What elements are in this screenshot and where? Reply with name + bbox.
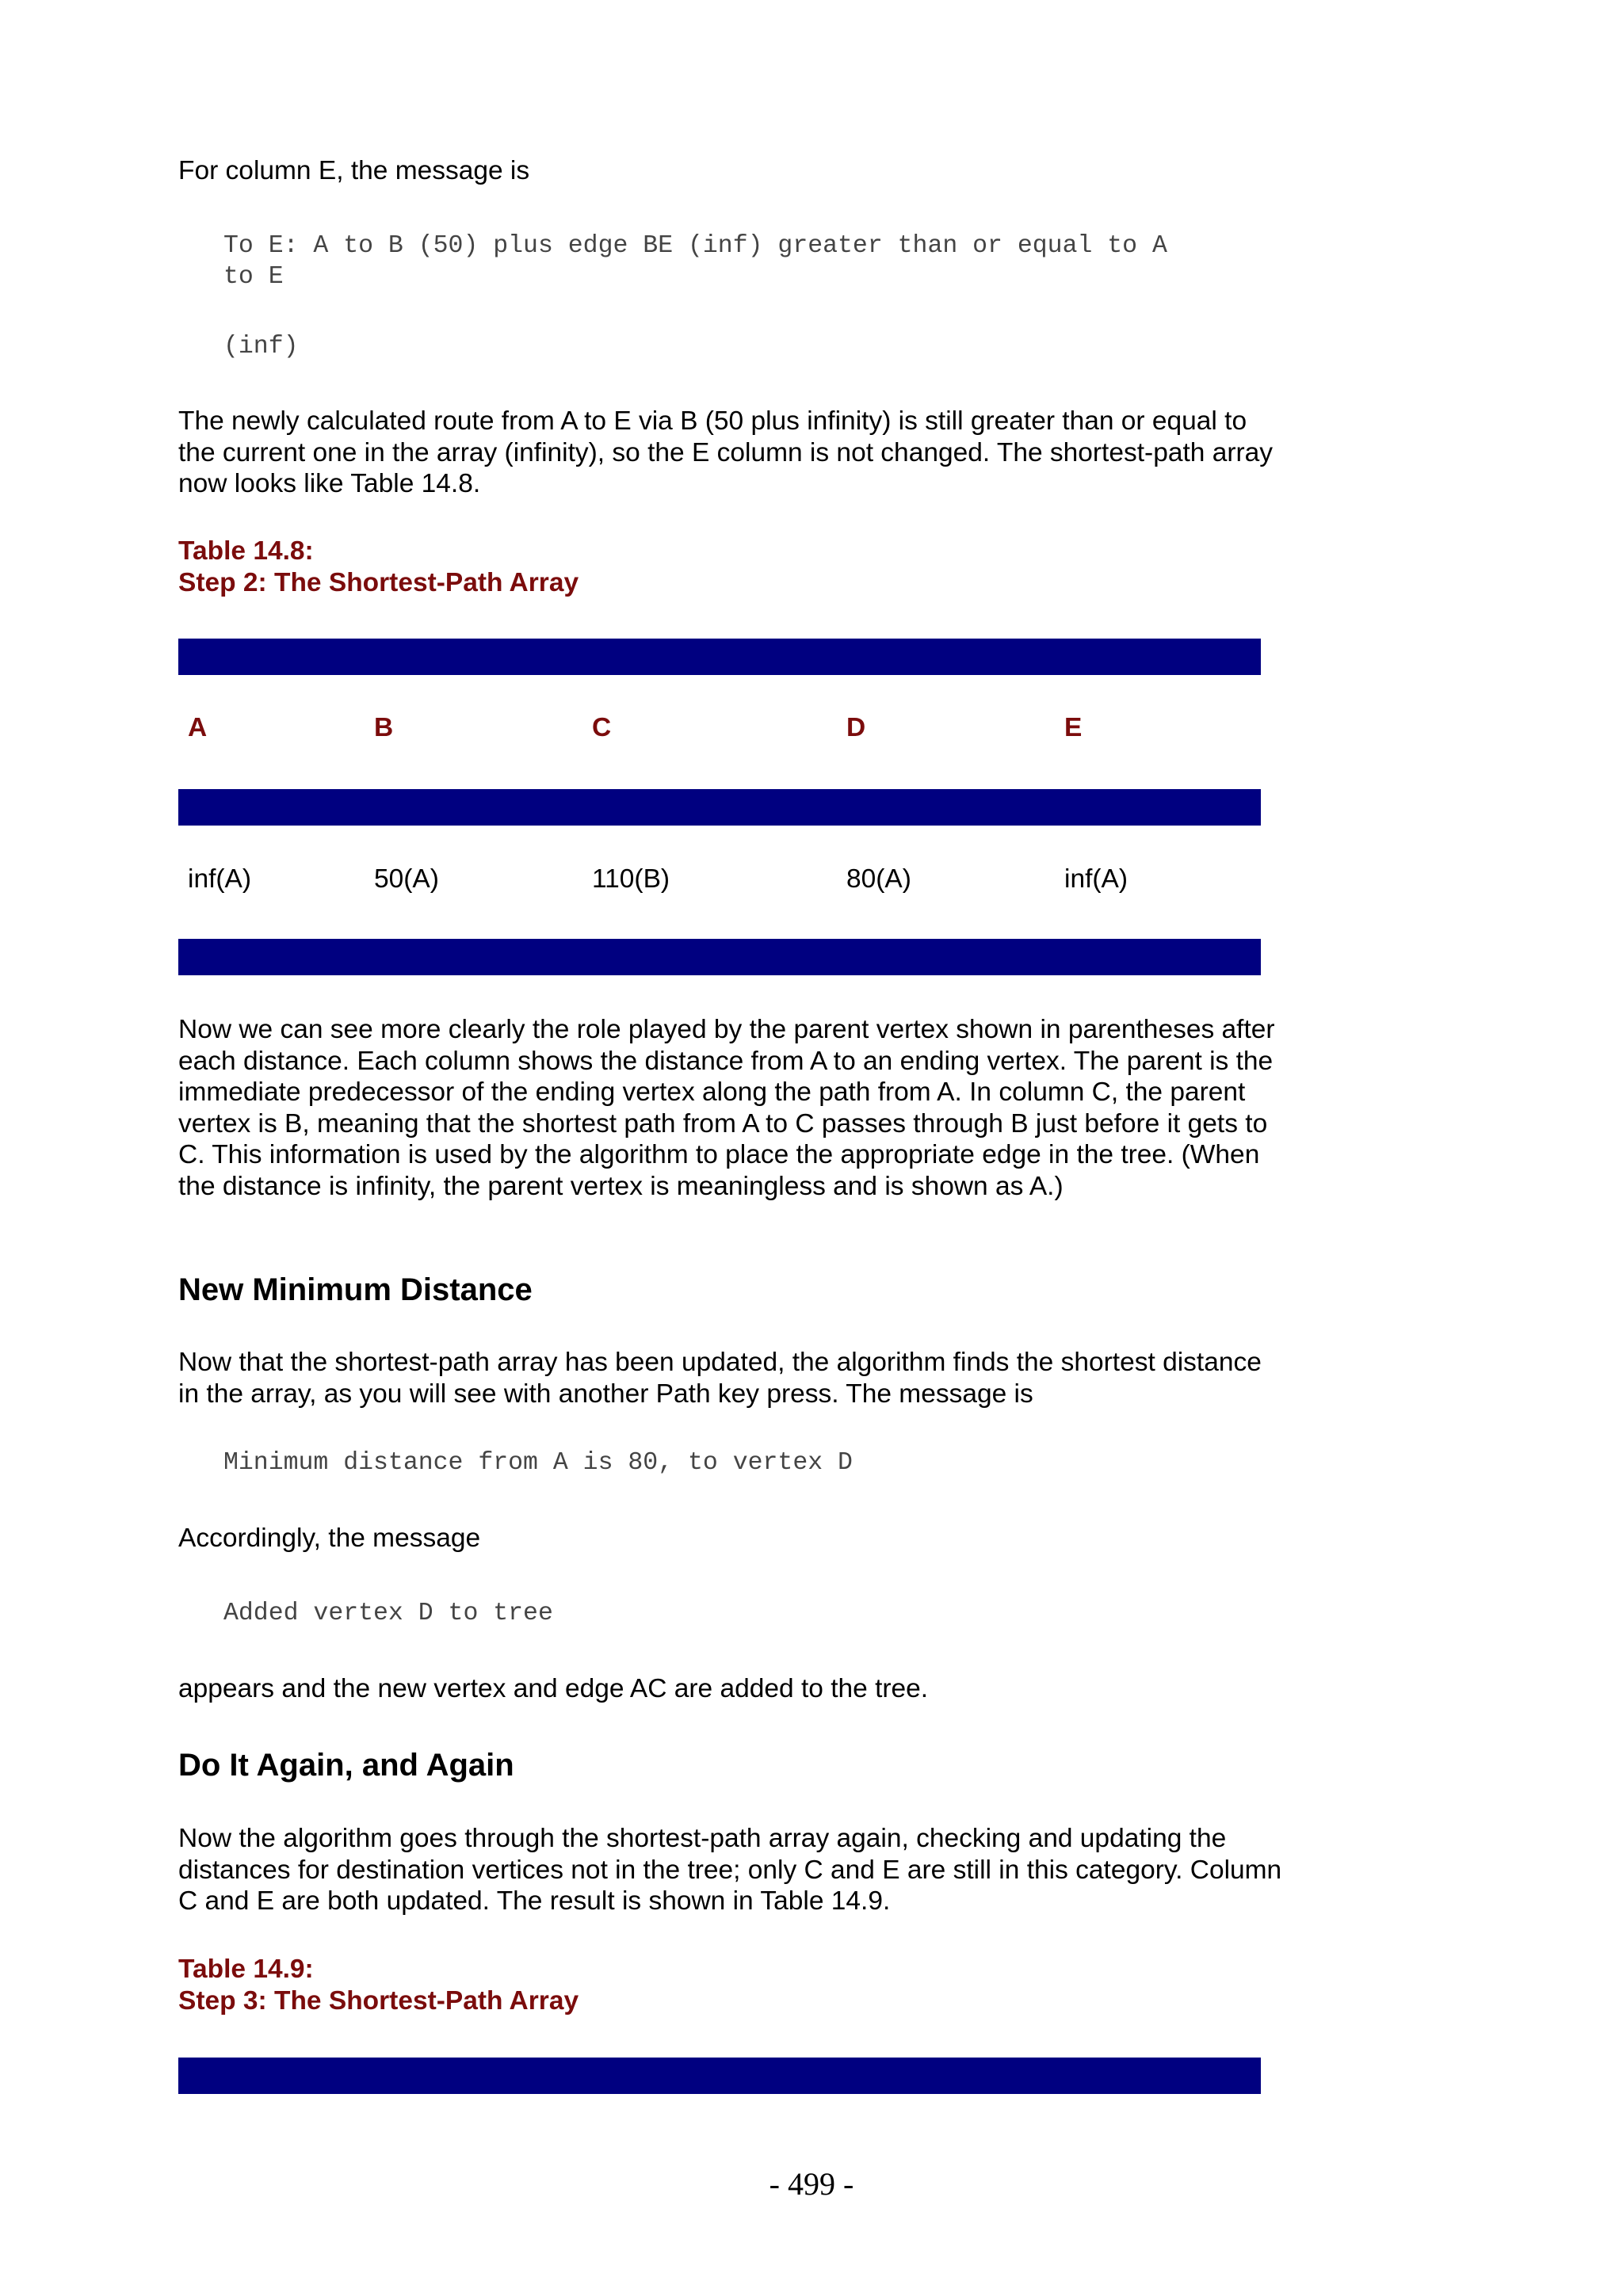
paragraph-accordingly: Accordingly, the message	[178, 1524, 481, 1553]
table-value-cell: inf(A)	[1064, 864, 1128, 894]
table-header-cell: A	[188, 713, 208, 742]
paragraph-minimum-distance: Now that the shortest-path array has been updated, the algorithm finds the shortest distance in the array, as you will see with another Path key press. The message is	[178, 1348, 1262, 1409]
table-rule	[178, 939, 1261, 975]
page-number: - 499 -	[769, 2166, 854, 2202]
table-header-cell: D	[846, 713, 866, 742]
message-e-line2: to E	[223, 263, 284, 291]
intro-text: For column E, the message is	[178, 156, 530, 185]
paragraph-again: Now the algorithm goes through the shortest-path array again, checking and updating the distances for destination vertices not in the tree; only C and E are still in this category. Column C and E are both updated. The result is shown in Table 14.9.	[178, 1824, 1282, 1916]
table-rule	[178, 789, 1261, 826]
table-value-cell: inf(A)	[188, 864, 252, 894]
section-heading-new-minimum-distance: New Minimum Distance	[178, 1272, 533, 1307]
code-added-vertex-message: Added vertex D to tree	[223, 1600, 553, 1627]
table-header-cell: E	[1064, 713, 1083, 742]
table-rule	[178, 639, 1261, 675]
table-header-cell: B	[374, 713, 394, 742]
section-heading-do-it-again: Do It Again, and Again	[178, 1748, 514, 1783]
table-14-9-caption-title: Step 3: The Shortest-Path Array	[178, 1986, 579, 2016]
table-14-8-caption-title: Step 2: The Shortest-Path Array	[178, 568, 579, 597]
paragraph-route-explanation: The newly calculated route from A to E via B (50 plus infinity) is still greater than or equal to the current one in the array (infinity), so the E column is not changed. The shortest-path array now looks like Table 14.8.	[178, 406, 1274, 498]
message-e-line3: (inf)	[223, 333, 299, 360]
table-value-cell: 80(A)	[846, 864, 911, 894]
table-header-cell: C	[592, 713, 612, 742]
table-14-9-rule	[178, 2058, 1261, 2094]
code-minimum-distance-message: Minimum distance from A is 80, to vertex D	[223, 1449, 853, 1477]
paragraph-appears: appears and the new vertex and edge AC are added to the tree.	[178, 1674, 929, 1703]
paragraph-parent-vertex: Now we can see more clearly the role played by the parent vertex shown in parentheses after each distance. Each column shows the distance from A to an ending vertex. The parent is the immediate predecessor of the ending vertex along the path from A. In column C, the parent vertex is B, meaning that the shortest path from A to C passes through B just before it gets to C. This information is used by the algorithm to place the appropriate edge in the tree. (When the distance is infinity, the parent vertex is meaningless and is shown as A.)	[178, 1015, 1275, 1201]
message-e-line1: To E: A to B (50) plus edge BE (inf) greater than or equal to A	[223, 232, 1167, 260]
table-14-9-caption-number: Table 14.9:	[178, 1955, 314, 1984]
table-value-cell: 110(B)	[592, 864, 670, 894]
table-value-cell: 50(A)	[374, 864, 439, 894]
table-14-8-caption-number: Table 14.8:	[178, 536, 314, 566]
